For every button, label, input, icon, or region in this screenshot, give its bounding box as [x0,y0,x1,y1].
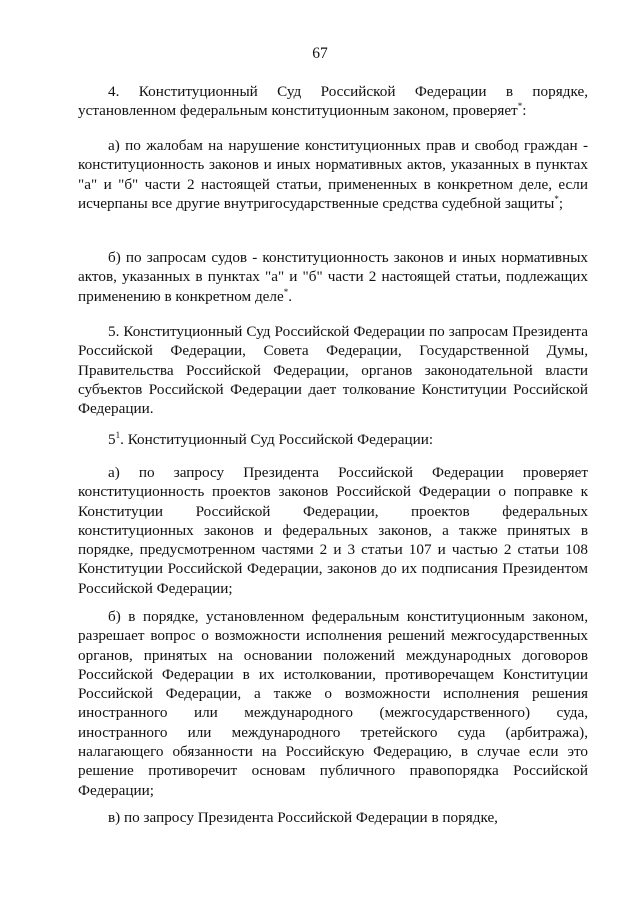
paragraph-text: б) по запросам судов - конституционность законов и иных нормативных актов, указанных в пунктах "а" и "б" части 2 настоящей статьи, подлежащих применению в конкретном деле [78,249,588,305]
paragraph-text: а) по жалобам на нарушение конституционных прав и свобод граждан - конституционность законов и иных нормативных актов, указанных в пунктах "а" и "б" части 2 настоящей статьи, примененных в конкретном деле, если исчерпаны все другие внутригосударственные средства судебной защиты [78,137,588,212]
paragraph-prefix: 5 [108,431,116,448]
superscript-mark: 1 [115,429,121,440]
paragraph-item-5-1-b [78,607,588,800]
paragraph-item-5-1-v [78,808,588,827]
paragraph-item-b [78,248,588,306]
paragraph-text: 4. Конституционный Суд Российской Федерации в порядке, установленном федеральным конституционным законом, проверяет [78,83,588,120]
paragraph-tail: : [522,102,527,120]
paragraph-text: 5. Конституционный Суд Российской Федерации по запросам Президента Российской Федерации, Совета Федерации, Государственной Думы, Правительства Российской Федерации, органов законодательной власти субъектов Российской Федерации дает толкование Конституции Российской Федерации. [78,323,588,418]
paragraph-text: б) в порядке, установленном федеральным конституционным законом, разрешает вопрос о возможности исполнения решений межгосударственных органов, принятых на основании положений международных договоров Российской Федерации в их истолковании, противоречащем Конституции Российской Федерации, а также о возможности исполнения решения иностранного или международного (межгосударственного) суда, иностранного или международного третейского суда (арбитража), налагающего обязанности на Российскую Федерацию, в случае если это решение противоречит основам публичного правопорядка Российской Федерации; [78,608,588,799]
footnote-mark: * [517,101,523,112]
footnote-mark: * [283,286,289,297]
paragraph-article-5-1 [78,430,588,449]
paragraph-tail: . [288,287,293,305]
page-number: 67 [312,45,328,62]
paragraph-item-a [78,136,588,213]
paragraph-text: а) по запросу Президента Российской Федерации проверяет конституционность проектов законов Российской Федерации о поправке к Конституции Российской Федерации, проектов федеральных конституционных законов и федеральных законов, а также принятых в порядке, предусмотренном частями 2 и 3 статьи 107 и частью 2 статьи 108 Конституции Российской Федерации, законов до их подписания Президентом Российской Федерации; [78,464,588,597]
paragraph-article-5 [78,322,588,418]
paragraph-article-4 [78,82,588,121]
paragraph-item-5-1-a [78,463,588,598]
footnote-mark: * [554,193,559,204]
paragraph-text: . Конституционный Суд Российской Федерации: [120,431,434,448]
paragraph-tail: ; [558,194,564,212]
paragraph-text: в) по запросу Президента Российской Федерации в порядке, [108,809,498,826]
